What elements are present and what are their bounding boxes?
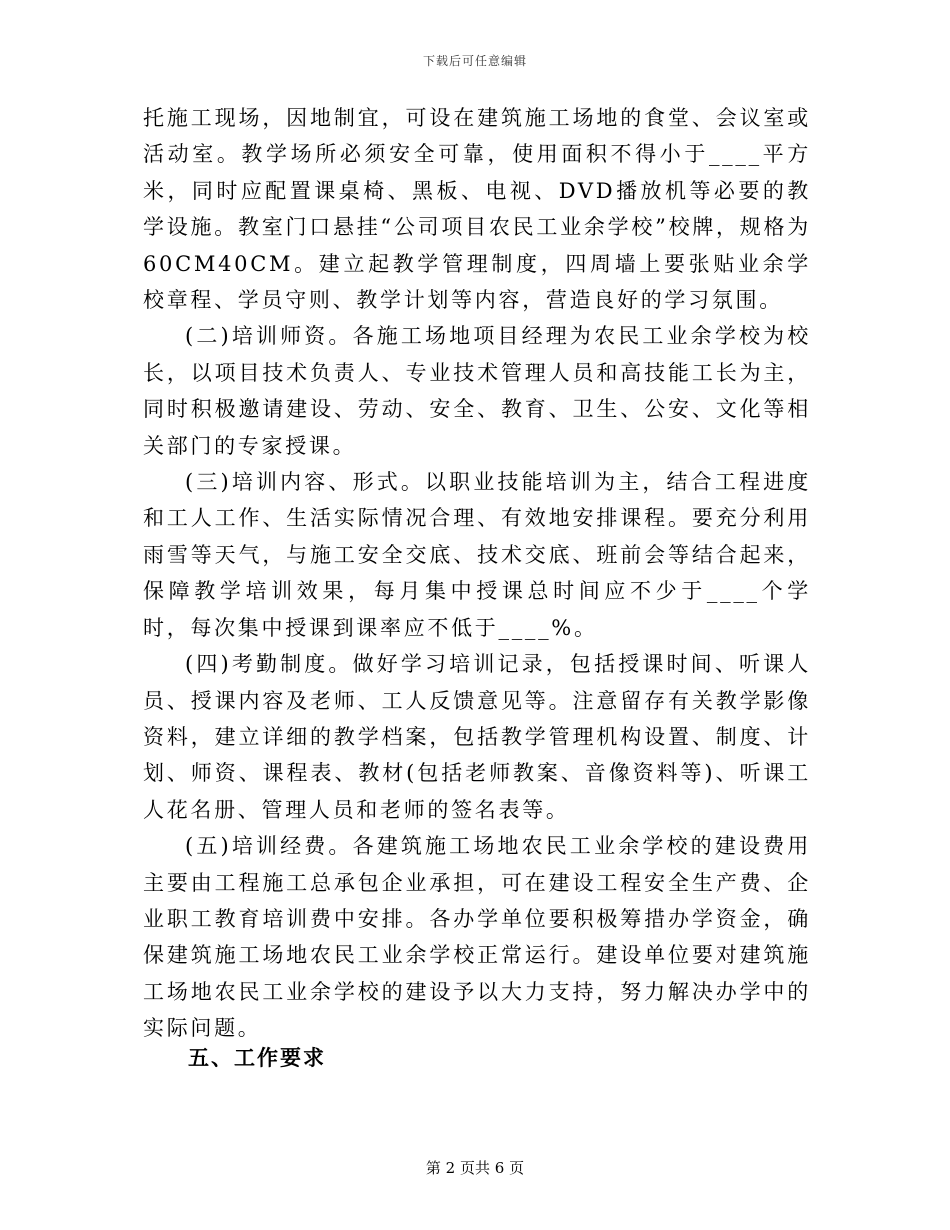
document-body	[143, 100, 811, 1047]
paragraph-attendance: (四)考勤制度。做好学习培训记录，包括授课时间、听课人员、授课内容及老师、工人反馈意见等。注意留存有关教学影像资料，建立详细的教学档案，包括教学管理机构设置、制度、计划、师资、课程表、教材(包括老师教案、音像资料等)、听课工人花名册、管理人员和老师的签名表等。	[143, 652, 811, 822]
paragraph-continuation: 托施工现场，因地制宜，可设在建筑施工场地的食堂、会议室或活动室。教学场所必须安全可靠，使用面积不得小于____平方米，同时应配置课桌椅、黑板、电视、DVD播放机等必要的教学设施。教室门口悬挂“公司项目农民工业余学校”校牌，规格为60CM40CM。建立起教学管理制度，四周墙上要张贴业余学校章程、学员守则、教学计划等内容，营造良好的学习氛围。	[143, 106, 811, 313]
paragraph-training-teachers: (二)培训师资。各施工场地项目经理为农民工业余学校为校长，以项目技术负责人、专业技术管理人员和高技能工长为主，同时积极邀请建设、劳动、安全、教育、卫生、公安、文化等相关部门的专家授课。	[143, 324, 811, 458]
page-header: 下载后可任意编辑	[422, 54, 527, 68]
section-heading: 五、工作要求	[188, 1045, 326, 1070]
paragraph-training-content: (三)培训内容、形式。以职业技能培训为主，结合工程进度和工人工作、生活实际情况合理、有效地安排课程。要充分利用雨雪等天气，与施工安全交底、技术交底、班前会等结合起来，保障教学培训效果，每月集中授课总时间应不少于____个学时，每次集中授课到课率应不低于____%。	[143, 470, 811, 640]
paragraph-training-funding: (五)培训经费。各建筑施工场地农民工业余学校的建设费用主要由工程施工总承包企业承担，可在建设工程安全生产费、企业职工教育培训费中安排。各办学单位要积极筹措办学资金，确保建筑施工场地农民工业余学校正常运行。建设单位要对建筑施工场地农民工业余学校的建设予以大力支持，努力解决办学中的实际问题。	[143, 834, 811, 1041]
page-footer: 第 2 页共 6 页	[425, 1159, 525, 1177]
